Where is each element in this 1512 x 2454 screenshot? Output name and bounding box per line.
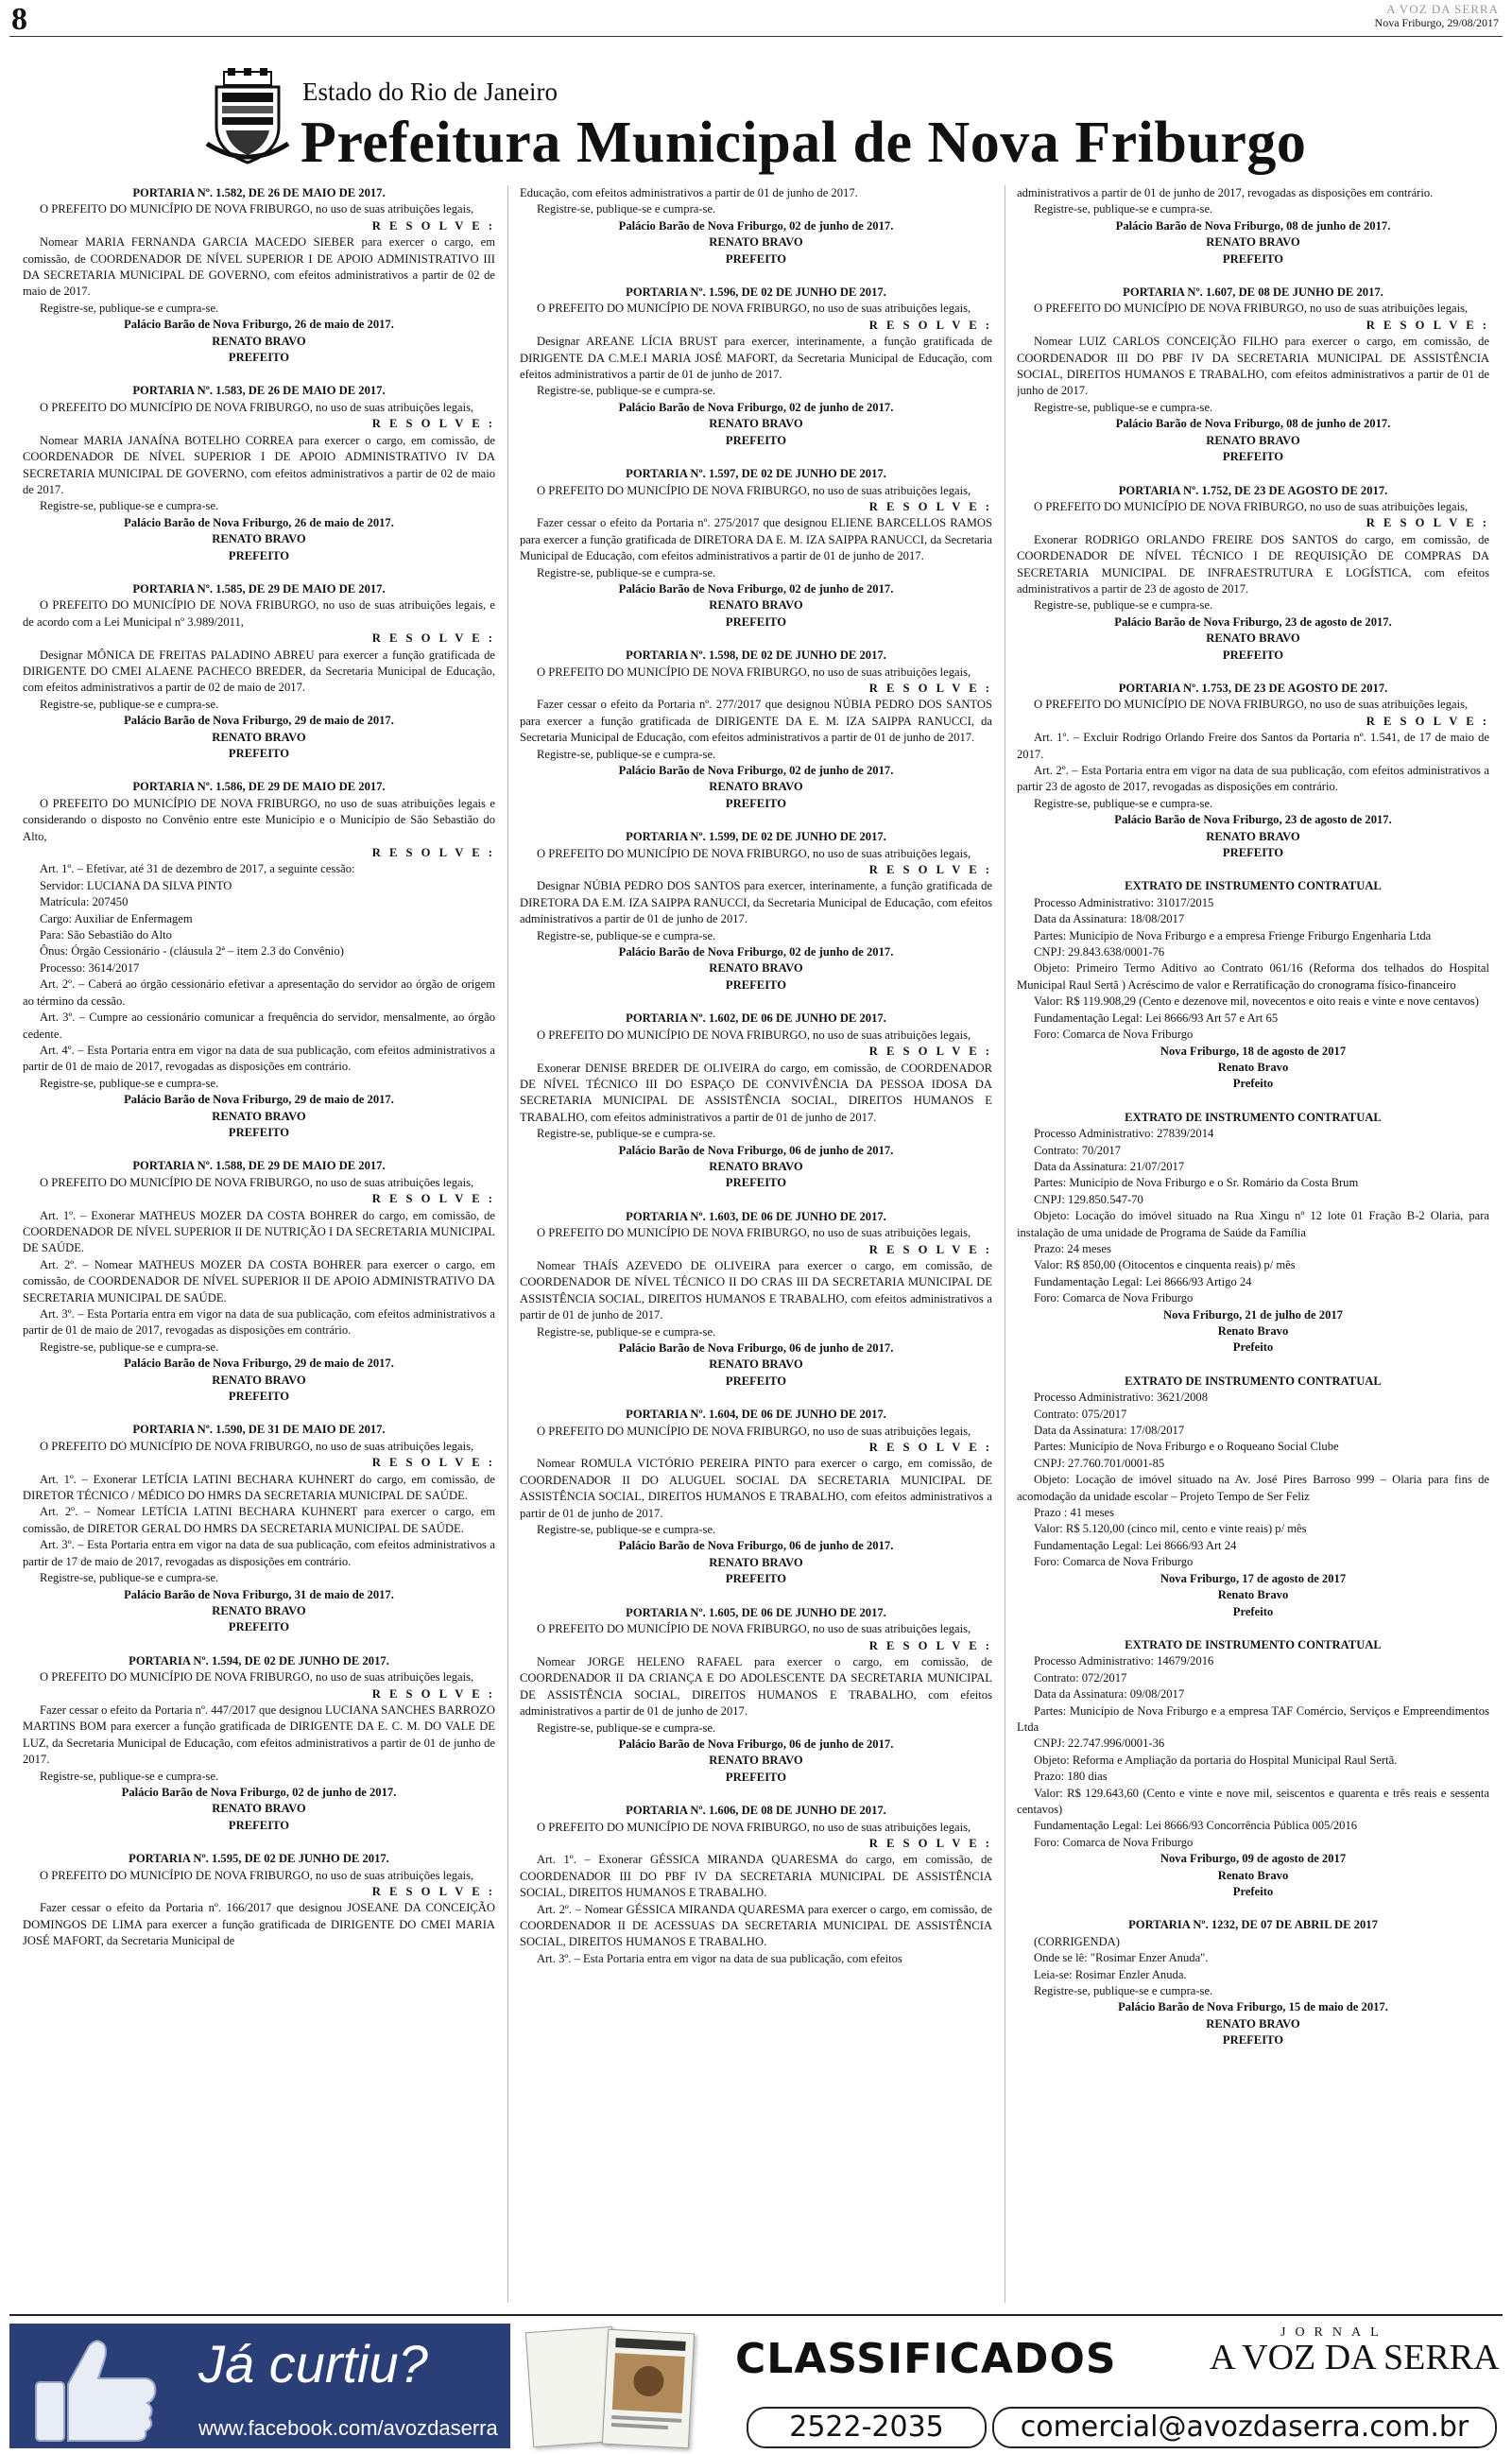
paragraph: Valor: R$ 5.120,00 (cinco mil, cento e vinte reais) p/ mês [1034, 1522, 1307, 1536]
signature-line: RENATO BRAVO [212, 730, 306, 744]
signature-line: PREFEITO [228, 1390, 290, 1404]
paragraph: O PREFEITO DO MUNICÍPIO DE NOVA FRIBURGO, no uso de suas atribuições legais, [40, 1439, 474, 1453]
paragraph: Processo Administrativo: 31017/2015 [1034, 895, 1214, 909]
spacer [1017, 1357, 1489, 1374]
paragraph: O PREFEITO DO MUNICÍPIO DE NOVA FRIBURGO, no uso de suas atribuições legais, [537, 1028, 971, 1042]
resolve-label: R E S O L V E : [868, 318, 992, 332]
resolve-label: R E S O L V E : [868, 1045, 992, 1059]
paragraph: O PREFEITO DO MUNICÍPIO DE NOVA FRIBURGO, no uso de suas atribuições legais, [1034, 499, 1469, 513]
paragraph: Data da Assinatura: 09/08/2017 [1034, 1687, 1185, 1702]
facebook-link[interactable]: www.facebook.com/avozdaserra [198, 2416, 498, 2440]
signature-line: Palácio Barão de Nova Friburgo, 15 de maio de 2017. [1118, 2000, 1388, 2014]
portaria-heading: PORTARIA Nº. 1.605, DE 06 DE JUNHO DE 2017. [626, 1605, 886, 1619]
paragraph: Registre-se, publique-se e cumpra-se. [40, 1076, 219, 1090]
paragraph: Data da Assinatura: 18/08/2017 [1034, 912, 1185, 926]
resolve-label: R E S O L V E : [868, 1242, 992, 1256]
signature-line: Nova Friburgo, 17 de agosto de 2017 [1160, 1571, 1347, 1585]
newspaper-thumbnails [520, 2325, 709, 2446]
paragraph: CNPJ: 29.843.638/0001-76 [1034, 945, 1165, 959]
resolve-label: R E S O L V E : [371, 417, 495, 431]
paragraph: Objeto: Primeiro Termo Aditivo ao Contrato 061/16 (Reforma dos telhados do Hospital Municipal Raul Sertã ) Acréscimo de valor e Rerratificação do cronograma físico-financeiro [1017, 961, 1489, 992]
paragraph: Partes: Município de Nova Friburgo e a empresa Frienge Friburgo Engenharia Ltda [1034, 928, 1432, 942]
resolve-label: R E S O L V E : [1366, 318, 1489, 332]
state-name: Estado do Rio de Janeiro [302, 78, 558, 106]
paragraph: Contrato: 70/2017 [1034, 1143, 1121, 1157]
spacer [23, 1141, 495, 1158]
resolve-label: R E S O L V E : [371, 631, 495, 646]
paragraph: Processo Administrativo: 3621/2008 [1034, 1391, 1209, 1405]
signature-line: RENATO BRAVO [709, 1754, 803, 1768]
list-line: Ônus: Órgão Cessionário - (cláusula 2ª – item 2.3 do Convênio) [40, 944, 344, 959]
portaria-heading: PORTARIA Nº. 1.606, DE 08 DE JUNHO DE 2017. [626, 1804, 886, 1818]
paragraph: O PREFEITO DO MUNICÍPIO DE NOVA FRIBURGO, no uso de suas atribuições legais, [537, 1226, 971, 1240]
paragraph: Registre-se, publique-se e cumpra-se. [537, 928, 716, 942]
column-3 [1017, 185, 1489, 2303]
resolve-label: R E S O L V E : [371, 1885, 495, 1898]
signature-line: PREFEITO [1222, 450, 1284, 464]
resolve-label: R E S O L V E : [868, 681, 992, 695]
signature-line: Renato Bravo [1217, 1324, 1289, 1338]
portaria-heading: EXTRATO DE INSTRUMENTO CONTRATUAL [1125, 1110, 1382, 1124]
paragraph: O PREFEITO DO MUNICÍPIO DE NOVA FRIBURGO, no uso de suas atribuições legais e considerando o disposto no Convênio entre este Município e o Município de São Sebastião do Alto, [23, 796, 495, 843]
footer-rule [9, 2314, 1503, 2316]
paragraph: Registre-se, publique-se e cumpra-se. [40, 499, 219, 513]
signature-line: RENATO BRAVO [1206, 2016, 1300, 2031]
portaria-heading: PORTARIA Nº. 1.602, DE 06 DE JUNHO DE 2017. [626, 1011, 886, 1026]
jornal-label: JORNAL [1280, 2325, 1388, 2340]
paragraph: O PREFEITO DO MUNICÍPIO DE NOVA FRIBURGO, no uso de suas atribuições legais, [40, 400, 474, 414]
signature-line: Palácio Barão de Nova Friburgo, 23 de agosto de 2017. [1114, 813, 1392, 827]
spacer [23, 564, 495, 581]
paragraph: (CORRIGENDA) [1034, 1934, 1120, 1948]
signature-line: Palácio Barão de Nova Friburgo, 02 de junho de 2017. [618, 764, 894, 777]
paragraph: Registre-se, publique-se e cumpra-se. [537, 747, 716, 761]
paragraph: Art. 1º. – Exonerar MATHEUS MOZER DA COSTA BOHRER do cargo, em comissão, de COORDENADOR DE NÍVEL SUPERIOR II DE NUTRIÇÃO I DA SECRETARIA MUNICIPAL DE SAÚDE. [23, 1208, 495, 1255]
signature-line: Palácio Barão de Nova Friburgo, 02 de junho de 2017. [618, 218, 894, 233]
signature-line: PREFEITO [725, 433, 787, 447]
paragraph: Art. 1º. – Exonerar LETÍCIA LATINI BECHARA KUHNERT do cargo, em comissão, de DIRETOR TÉCNICO / MÉDICO DO HMRS DA SECRETARIA MUNICIPAL DE SAÚDE. [23, 1472, 495, 1503]
paragraph: Foro: Comarca de Nova Friburgo [1034, 1555, 1194, 1569]
paragraph: Art. 1º. – Exonerar GÉSSICA MIRANDA QUARESMA do cargo, em comissão, de COORDENADOR III DO PBF IV DA SECRETARIA MUNICIPAL DE ASSISTÊNCIA SOCIAL, DIREITOS HUMANOS E TRABALHO. [520, 1853, 992, 1900]
resolve-label: R E S O L V E : [371, 846, 495, 860]
paragraph: O PREFEITO DO MUNICÍPIO DE NOVA FRIBURGO, no uso de suas atribuições legais, [40, 202, 474, 216]
portaria-heading: PORTARIA Nº. 1.588, DE 29 DE MAIO DE 2017. [132, 1159, 386, 1173]
paragraph: CNPJ: 129.850.547-70 [1034, 1192, 1143, 1206]
paragraph: CNPJ: 22.747.996/0001-36 [1034, 1737, 1165, 1751]
signature-line: PREFEITO [1222, 648, 1284, 662]
spacer [520, 449, 992, 466]
paragraph: O PREFEITO DO MUNICÍPIO DE NOVA FRIBURGO, no uso de suas atribuições legais, [537, 483, 971, 497]
paragraph: Registre-se, publique-se e cumpra-se. [537, 1127, 716, 1141]
paragraph: Contrato: 072/2017 [1034, 1670, 1127, 1685]
resolve-label: R E S O L V E : [1366, 516, 1489, 530]
paragraph: Partes: Município de Nova Friburgo e a empresa TAF Comércio, Serviços e Empreendimentos Ltda [1017, 1703, 1489, 1734]
signature-line: Prefeito [1232, 1340, 1274, 1355]
portaria-heading: PORTARIA Nº. 1.586, DE 29 DE MAIO DE 2017. [132, 780, 386, 794]
resolve-label: R E S O L V E : [371, 1686, 495, 1701]
signature-line: RENATO BRAVO [1206, 631, 1300, 646]
list-line: Para: São Sebastião do Alto [40, 928, 172, 942]
resolve-label: R E S O L V E : [868, 863, 992, 877]
paragraph: Registre-se, publique-se e cumpra-se. [537, 1324, 716, 1339]
paragraph: Onde se lê: "Rosimar Enzer Anuda". [1034, 1951, 1209, 1965]
signature-line: PREFEITO [1222, 846, 1284, 860]
page-header [0, 0, 1512, 38]
paragraph: Fundamentação Legal: Lei 8666/93 Art 57 e Art 65 [1034, 1011, 1279, 1025]
paragraph: Foro: Comarca de Nova Friburgo [1034, 1835, 1194, 1849]
spacer [520, 1192, 992, 1209]
spacer [520, 1786, 992, 1803]
classifieds-ad[interactable] [9, 2324, 1503, 2448]
paragraph: O PREFEITO DO MUNICÍPIO DE NOVA FRIBURGO, no uso de suas atribuições legais, [40, 1175, 474, 1189]
portaria-heading: PORTARIA Nº. 1.590, DE 31 DE MAIO DE 2017. [132, 1423, 386, 1437]
signature-line: Palácio Barão de Nova Friburgo, 02 de junho de 2017. [618, 400, 894, 414]
signature-line: Palácio Barão de Nova Friburgo, 06 de junho de 2017. [618, 1341, 894, 1355]
paragraph: O PREFEITO DO MUNICÍPIO DE NOVA FRIBURGO, no uso de suas atribuições legais, e de acordo com a Lei Municipal nº 3.989/2011, [23, 598, 495, 629]
signature-line: RENATO BRAVO [212, 1603, 306, 1617]
signature-line: Palácio Barão de Nova Friburgo, 26 de maio de 2017. [124, 515, 394, 529]
paragraph: O PREFEITO DO MUNICÍPIO DE NOVA FRIBURGO, no uso de suas atribuições legais, [537, 1622, 971, 1636]
spacer [520, 268, 992, 285]
paragraph: Fundamentação Legal: Lei 8666/93 Artigo 24 [1034, 1274, 1252, 1288]
signature-line: Palácio Barão de Nova Friburgo, 06 de junho de 2017. [618, 1539, 894, 1553]
signature-line: RENATO BRAVO [212, 532, 306, 546]
paragraph: CNPJ: 27.760.701/0001-85 [1034, 1456, 1165, 1470]
signature-line: Palácio Barão de Nova Friburgo, 02 de junho de 2017. [618, 945, 894, 959]
resolve-label: R E S O L V E : [371, 218, 495, 233]
paragraph: Registre-se, publique-se e cumpra-se. [537, 384, 716, 398]
paragraph: Registre-se, publique-se e cumpra-se. [40, 301, 219, 315]
signature-line: Palácio Barão de Nova Friburgo, 08 de junho de 2017. [1115, 417, 1391, 431]
signature-line: PREFEITO [725, 977, 787, 992]
list-line: Servidor: LUCIANA DA SILVA PINTO [40, 878, 232, 892]
signature-line: RENATO BRAVO [212, 334, 306, 348]
signature-line: Nova Friburgo, 09 de agosto de 2017 [1160, 1852, 1347, 1866]
spacer [23, 366, 495, 383]
paragraph: Nomear MARIA JANAÍNA BOTELHO CORREA para exercer o cargo, em comissão, de COORDENADOR DE NÍVEL SUPERIOR I DE APOIO ADMINISTRATIVO IV DA SECRETARIA MUNICIPAL DE GOVERNO, com efeitos administrativos a partir de 02 de maio de 2017. [23, 433, 495, 496]
paragraph: Nomear THAÍS AZEVEDO DE OLIVEIRA para exercer o cargo, em comissão, de COORDENADOR DE NÍVEL TÉCNICO II DO CRAS III DA SECRETARIA MUNICIPAL DE ASSISTÊNCIA SOCIAL, DIREITOS HUMANOS E TRABALHO, com efeitos administrativos a partir de 01 de junho de 2017. [520, 1258, 992, 1322]
paragraph: Contrato: 075/2017 [1034, 1407, 1127, 1421]
portaria-heading: PORTARIA Nº. 1.585, DE 29 DE MAIO DE 2017. [132, 581, 386, 596]
resolve-label: R E S O L V E : [371, 1192, 495, 1206]
portaria-heading: PORTARIA Nº. 1.598, DE 02 DE JUNHO DE 2017. [626, 648, 886, 663]
portaria-heading: EXTRATO DE INSTRUMENTO CONTRATUAL [1125, 1637, 1382, 1651]
masthead [208, 68, 1342, 181]
signature-line: PREFEITO [725, 1176, 787, 1190]
paragraph: O PREFEITO DO MUNICÍPIO DE NOVA FRIBURGO, no uso de suas atribuições legais, [537, 302, 971, 316]
signature-line: RENATO BRAVO [1206, 235, 1300, 250]
paragraph: Objeto: Reforma e Ampliação da portaria do Hospital Municipal Raul Sertã. [1034, 1753, 1398, 1767]
signature-line: PREFEITO [228, 747, 290, 760]
paragraph: O PREFEITO DO MUNICÍPIO DE NOVA FRIBURGO, no uso de suas atribuições legais, [40, 1670, 474, 1685]
paragraph: Registre-se, publique-se e cumpra-se. [1034, 796, 1213, 810]
page-number: 8 [11, 2, 27, 37]
paragraph: Valor: R$ 119.908,29 (Cento e dezenove mil, novecentos e oito reais e vinte e nove centavos) [1034, 994, 1479, 1009]
spacer [1017, 1900, 1489, 1917]
signature-line: PREFEITO [1222, 251, 1284, 266]
signature-line: PREFEITO [725, 614, 787, 629]
paragraph: Nomear JORGE HELENO RAFAEL para exercer o cargo, em comissão, de COORDENADOR II DA CRIANÇA E DO ADOLESCENTE DA SECRETARIA MUNICIPAL DE ASSISTÊNCIA SOCIAL, DIREITOS HUMANOS E TRABALHO, com efeitos administrativos a partir de 01 de junho de 2017. [520, 1654, 992, 1719]
paragraph: Objeto: Locação do imóvel situado na Rua Xingu nº 12 lote 01 Fração B-2 Olaria, para instalação de uma unidade de Programa de Saúde da Família [1017, 1209, 1489, 1239]
signature-line: RENATO BRAVO [709, 235, 803, 250]
signature-line: Palácio Barão de Nova Friburgo, 29 de maio de 2017. [124, 714, 394, 728]
signature-line: PREFEITO [228, 548, 290, 562]
portaria-heading: PORTARIA Nº. 1.596, DE 02 DE JUNHO DE 2017. [626, 285, 886, 300]
paragraph: Art. 2º. – Nomear GÉSSICA MIRANDA QUARESMA para exercer o cargo, em comissão, de COORDENADOR II DE ACESSUAS DA SECRETARIA MUNICIPAL DE ASSISTÊNCIA SOCIAL, DIREITOS HUMANOS E TRABALHO. [520, 1902, 992, 1949]
signature-line: RENATO BRAVO [709, 598, 803, 613]
spacer [23, 1405, 495, 1422]
list-line: Processo: 3614/2017 [40, 960, 140, 975]
paragraph: administrativos a partir de 01 de junho de 2017, revogadas as disposições em contrário. [1017, 186, 1434, 199]
signature-line: PREFEITO [725, 1374, 787, 1388]
paragraph: Art. 1º. – Excluir Rodrigo Orlando Freire dos Santos da Portaria nº. 1.541, de 17 de maio de 2017. [1017, 731, 1489, 761]
signature-line: RENATO BRAVO [709, 1555, 803, 1569]
resolve-label: R E S O L V E : [868, 1638, 992, 1652]
signature-line: RENATO BRAVO [709, 1357, 803, 1372]
paragraph: Nomear ROMULA VICTÓRIO PEREIRA PINTO para exercer o cargo, em comissão, de COORDENADOR II DO ALUGUEL SOCIAL DA SECRETARIA MUNICIPAL DE ASSISTÊNCIA SOCIAL, DIREITOS HUMANOS E TRABALHO, com efeitos administrativos a partir de 01 de junho de 2017. [520, 1457, 992, 1520]
signature-line: PREFEITO [725, 251, 787, 266]
paragraph: Registre-se, publique-se e cumpra-se. [1034, 1984, 1213, 1998]
paragraph: Art. 2º. – Caberá ao órgão cessionário efetivar a apresentação do servidor ao órgão de origem ao término da cessão. [23, 977, 495, 1008]
paragraph: Prazo: 180 dias [1034, 1770, 1108, 1784]
paragraph: Art. 3º. – Esta Portaria entra em vigor na data de sua publicação, com efeitos [537, 1951, 902, 1965]
signature-line: Prefeito [1232, 1604, 1274, 1618]
portaria-heading: PORTARIA Nº. 1.753, DE 23 DE AGOSTO DE 2017. [1118, 681, 1388, 695]
spacer [520, 1588, 992, 1605]
signature-line: PREFEITO [725, 796, 787, 810]
paragraph: Registre-se, publique-se e cumpra-se. [537, 1523, 716, 1537]
edition-date: Nova Friburgo, 29/08/2017 [1374, 16, 1499, 29]
paragraph: Processo Administrativo: 27839/2014 [1034, 1127, 1214, 1141]
signature-line: Palácio Barão de Nova Friburgo, 31 de maio de 2017. [124, 1587, 394, 1601]
paragraph: Nomear MARIA FERNANDA GARCIA MACEDO SIEBER para exercer o cargo, em comissão, de COORDENADOR DE NÍVEL SUPERIOR I DE APOIO ADMINISTRATIVO III DA SECRETARIA MUNICIPAL DE GOVERNO, com efeitos administrativos a partir de 02 de maio de 2017. [23, 235, 495, 299]
paragraph: Data da Assinatura: 17/08/2017 [1034, 1424, 1185, 1438]
portaria-heading: EXTRATO DE INSTRUMENTO CONTRATUAL [1125, 1374, 1382, 1388]
signature-line: PREFEITO [228, 1620, 290, 1634]
paragraph: Foro: Comarca de Nova Friburgo [1034, 1028, 1194, 1042]
signature-line: RENATO BRAVO [709, 961, 803, 976]
resolve-label: R E S O L V E : [868, 1836, 992, 1850]
signature-line: Nova Friburgo, 21 de julho de 2017 [1163, 1307, 1343, 1322]
paragraph: Nomear LUIZ CARLOS CONCEIÇÃO FILHO para exercer o cargo, em comissão, de COORDENADOR III DO PBF IV DA SECRETARIA MUNICIPAL DE ASSISTÊNCIA SOCIAL, DIREITOS HUMANOS E TRABALHO, com efeitos administrativos a partir de 01 de junho de 2017. [1017, 335, 1489, 398]
column-2 [520, 185, 992, 2303]
signature-line: PREFEITO [228, 1818, 290, 1832]
paragraph: Art. 3º. – Esta Portaria entra em vigor na data de sua publicação, com efeitos administrativos a partir de 17 de maio de 2017, revogadas as disposições em contrário. [23, 1538, 495, 1568]
paragraph: Art. 2º. – Esta Portaria entra em vigor na data de sua publicação, com efeitos administrativos a partir 23 de agosto de 2017, revogadas as disposições em contrário. [1017, 764, 1489, 794]
paragraph: O PREFEITO DO MUNICÍPIO DE NOVA FRIBURGO, no uso de suas atribuições legais, [537, 846, 971, 860]
spacer [1017, 1620, 1489, 1637]
spacer [1017, 664, 1489, 681]
thumbs-up-icon [30, 2333, 163, 2445]
signature-line: Prefeito [1232, 1077, 1274, 1091]
paragraph: Educação, com efeitos administrativos a partir de 01 de junho de 2017. [520, 186, 858, 199]
email-link[interactable]: comercial@avozdaserra.com.br [992, 2407, 1497, 2448]
header-rule [9, 36, 1503, 37]
paragraph: Fazer cessar o efeito da Portaria nº. 277/2017 que designou NÚBIA PEDRO DOS SANTOS para exercer a função gratificada de DIRIGENTE DA E. M. IZA SAIPPA RANUCCI, da Secretaria Municipal de Educação, com efeitos administrativos a partir de 01 de junho de 2017. [520, 698, 992, 745]
paragraph: O PREFEITO DO MUNICÍPIO DE NOVA FRIBURGO, no uso de suas atribuições legais, [537, 1820, 971, 1834]
resolve-label: R E S O L V E : [1366, 714, 1489, 728]
paragraph: Registre-se, publique-se e cumpra-se. [1034, 400, 1213, 414]
like-question: Já curtiu? [198, 2334, 428, 2394]
paragraph: Leia-se: Rosimar Enzler Anuda. [1034, 1967, 1187, 1981]
portaria-heading: PORTARIA Nº. 1232, DE 07 DE ABRIL DE 2017 [1128, 1918, 1378, 1932]
paragraph: Fundamentação Legal: Lei 8666/93 Concorrência Pública 005/2016 [1034, 1819, 1358, 1833]
spacer [520, 812, 992, 829]
spacer [520, 994, 992, 1011]
signature-line: PREFEITO [1222, 2033, 1284, 2048]
portaria-heading: PORTARIA Nº. 1.595, DE 02 DE JUNHO DE 2017. [129, 1852, 389, 1866]
paragraph: Registre-se, publique-se e cumpra-se. [537, 1720, 716, 1735]
paragraph: Registre-se, publique-se e cumpra-se. [1034, 202, 1213, 216]
paragraph: Fazer cessar o efeito da Portaria nº. 275/2017 que designou ELIENE BARCELLOS RAMOS para exercer a função gratificada de DIRETORA DA E. M. IZA SAIPPA RANUCCI, da Secretaria Municipal de Educação, com efeitos administrativos a partir de 01 de junho de 2017. [520, 516, 992, 563]
paragraph: O PREFEITO DO MUNICÍPIO DE NOVA FRIBURGO, no uso de suas atribuições legais, [537, 665, 971, 679]
signature-line: Palácio Barão de Nova Friburgo, 06 de junho de 2017. [618, 1737, 894, 1751]
resolve-label: R E S O L V E : [868, 499, 992, 513]
page-title: Prefeitura Municipal de Nova Friburgo [301, 111, 1307, 175]
portaria-heading: PORTARIA Nº. 1.582, DE 26 DE MAIO DE 2017. [132, 186, 386, 199]
paragraph: O PREFEITO DO MUNICÍPIO DE NOVA FRIBURGO, no uso de suas atribuições legais, [1034, 302, 1469, 316]
paragraph: Fazer cessar o efeito da Portaria nº. 166/2017 que designou JOSEANE DA CONCEIÇÃO DOMINGOS DE LIMA para exercer a função gratificada de DIRIGENTE DO CMEI MARIA JOSÉ MAFORT, da Secretaria Municipal de [23, 1901, 495, 1948]
signature-line: Nova Friburgo, 18 de agosto de 2017 [1160, 1044, 1347, 1058]
signature-line: Palácio Barão de Nova Friburgo, 29 de maio de 2017. [124, 1357, 394, 1371]
portaria-heading: PORTARIA Nº. 1.597, DE 02 DE JUNHO DE 2017. [626, 467, 886, 481]
signature-line: RENATO BRAVO [709, 1159, 803, 1173]
spacer [1017, 466, 1489, 483]
paragraph: Data da Assinatura: 21/07/2017 [1034, 1159, 1185, 1173]
paragraph: Valor: R$ 850,00 (Oitocentos e cinquenta reais) p/ mês [1034, 1258, 1296, 1272]
newspaper-name: A VOZ DA SERRA [1386, 2, 1499, 16]
signature-line: Prefeito [1232, 1885, 1274, 1898]
paragraph: Designar AREANE LÍCIA BRUST para exercer, interinamente, a função gratificada de DIRIGENTE DA C.M.E.I MARIA JOSÉ MAFORT, da Secretaria Municipal de Educação, com efeitos administrativos a partir de 01 de junho de 2017. [520, 335, 992, 382]
paragraph: Registre-se, publique-se e cumpra-se. [40, 1571, 219, 1585]
signature-line: RENATO BRAVO [1206, 829, 1300, 843]
signature-line: Renato Bravo [1217, 1868, 1289, 1882]
paragraph: Foro: Comarca de Nova Friburgo [1034, 1291, 1194, 1305]
signature-line: Renato Bravo [1217, 1588, 1289, 1602]
resolve-label: R E S O L V E : [868, 1441, 992, 1455]
brand-logo: A VOZ DA SERRA [1210, 2338, 1500, 2377]
paragraph: Registre-se, publique-se e cumpra-se. [40, 697, 219, 711]
paragraph: Valor: R$ 129.643,60 (Cento e vinte e nove mil, seiscentos e quarenta e três reais e sessenta centavos) [1017, 1786, 1489, 1816]
classifieds-title: CLASSIFICADOS [735, 2335, 1117, 2383]
column-divider [507, 185, 508, 2303]
signature-line: RENATO BRAVO [212, 1373, 306, 1387]
portaria-heading: PORTARIA Nº. 1.583, DE 26 DE MAIO DE 2017. [132, 384, 386, 398]
spacer [23, 762, 495, 779]
portaria-heading: PORTARIA Nº. 1.604, DE 06 DE JUNHO DE 2017. [626, 1408, 886, 1422]
signature-line: Palácio Barão de Nova Friburgo, 26 de maio de 2017. [124, 318, 394, 332]
signature-line: RENATO BRAVO [709, 780, 803, 794]
paragraph: Partes: Município de Nova Friburgo e o Sr. Romário da Costa Brum [1034, 1176, 1359, 1190]
facebook-banner[interactable] [9, 2324, 510, 2448]
paragraph: Designar NÚBIA PEDRO DOS SANTOS para exercer, interinamente, a função gratificada de DIRETORA DA E.M. IZA SAIPPA RANUCCI, da Secretaria Municipal de Educação, com efeitos administrativos a partir de 01 de junho de 2017. [520, 879, 992, 926]
signature-line: PREFEITO [725, 1770, 787, 1784]
signature-line: Palácio Barão de Nova Friburgo, 02 de junho de 2017. [618, 581, 894, 596]
signature-line: PREFEITO [228, 1125, 290, 1139]
paragraph: Art. 2º. – Nomear MATHEUS MOZER DA COSTA BOHRER para exercer o cargo, em comissão, de COORDENADOR DE NÍVEL SUPERIOR II DE APOIO ADMINISTRATIVO DA SECRETARIA MUNICIPAL DE SAÚDE. [23, 1257, 495, 1305]
paragraph: Registre-se, publique-se e cumpra-se. [537, 202, 716, 216]
signature-line: Palácio Barão de Nova Friburgo, 02 de junho de 2017. [121, 1785, 397, 1799]
phone-number[interactable]: 2522-2035 [747, 2407, 987, 2448]
spacer [1017, 861, 1489, 878]
paragraph: O PREFEITO DO MUNICÍPIO DE NOVA FRIBURGO, no uso de suas atribuições legais, [537, 1424, 971, 1438]
paragraph: Registre-se, publique-se e cumpra-se. [40, 1339, 219, 1354]
resolve-label: R E S O L V E : [371, 1456, 495, 1470]
column-1 [23, 185, 495, 2303]
newspaper-thumbnail [602, 2329, 695, 2449]
paragraph: Art. 3º. – Esta Portaria entra em vigor na data de sua publicação, com efeitos administrativos a partir de 01 de maio de 2017, revogadas as disposições em contrário. [23, 1307, 495, 1338]
signature-line: RENATO BRAVO [212, 1802, 306, 1816]
signature-line: Palácio Barão de Nova Friburgo, 29 de maio de 2017. [124, 1093, 394, 1107]
signature-line: Palácio Barão de Nova Friburgo, 08 de junho de 2017. [1115, 218, 1391, 233]
signature-line: Palácio Barão de Nova Friburgo, 23 de agosto de 2017. [1114, 614, 1392, 629]
paragraph: O PREFEITO DO MUNICÍPIO DE NOVA FRIBURGO, no uso de suas atribuições legais, [40, 1868, 474, 1882]
paragraph: Partes: Município de Nova Friburgo e o Roqueano Social Clube [1034, 1440, 1339, 1454]
paragraph: Fazer cessar o efeito da Portaria nº. 447/2017 que designou LUCIANA SANCHES BARROZO MARTINS BOM para exercer a função gratificada de DIRIGENTE DA E. C. M. DO VALE DE LUZ, da Secretaria Municipal de Educação, com efeitos administrativos a partir de 01 de junho de 2017. [23, 1702, 495, 1767]
paragraph: Registre-se, publique-se e cumpra-se. [1034, 598, 1213, 613]
portaria-heading: EXTRATO DE INSTRUMENTO CONTRATUAL [1125, 879, 1382, 893]
portaria-heading: PORTARIA Nº. 1.607, DE 08 DE JUNHO DE 2017. [1123, 285, 1383, 300]
paragraph: Art. 3º. – Cumpre ao cessionário comunicar a frequência do servidor, mensalmente, ao órgão cedente. [23, 1011, 495, 1041]
spacer [520, 631, 992, 648]
paragraph: Art. 4º. – Esta Portaria entra em vigor na data de sua publicação, com efeitos administrativos a partir de 01 de maio de 2017, revogadas as disposições em contrário. [23, 1043, 495, 1074]
newspaper-photo-icon [603, 2330, 694, 2448]
paragraph: Registre-se, publique-se e cumpra-se. [40, 1769, 219, 1783]
paragraph: Art. 2º. – Nomear LETÍCIA LATINI BECHARA KUHNERT para exercer o cargo, em comissão, de DIRETOR GERAL DO HMRS DA SECRETARIA MUNICIPAL DE SAÚDE. [23, 1505, 495, 1535]
spacer [1017, 268, 1489, 285]
portaria-heading: PORTARIA Nº. 1.752, DE 23 DE AGOSTO DE 2017. [1118, 483, 1388, 497]
portaria-heading: PORTARIA Nº. 1.599, DE 02 DE JUNHO DE 2017. [626, 830, 886, 844]
paragraph: Prazo: 24 meses [1034, 1241, 1111, 1255]
paragraph: Prazo : 41 meses [1034, 1506, 1114, 1520]
signature-line: RENATO BRAVO [1206, 433, 1300, 447]
paragraph: Exonerar DENISE BREDER DE OLIVEIRA do cargo, em comissão, de COORDENADOR DE NÍVEL TÉCNICO III DO ESPAÇO DE CONVIVÊNCIA DA PESSOA IDOSA DA SECRETARIA MUNICIPAL DE ASSISTÊNCIA SOCIAL, DIREITOS HUMANOS E TRABALHO, com efeitos administrativos a partir de 01 de junho de 2017. [520, 1061, 992, 1124]
paragraph: Objeto: Locação de imóvel situado na Av. José Pires Barroso 999 – Olaria para fins de acomodação da unidade escolar – Projeto Tempo de Ser Feliz [1017, 1473, 1489, 1503]
paragraph: Processo Administrativo: 14679/2016 [1034, 1654, 1214, 1668]
spacer [1017, 1093, 1489, 1110]
paragraph: Registre-se, publique-se e cumpra-se. [537, 565, 716, 579]
portaria-heading: PORTARIA Nº. 1.594, DE 02 DE JUNHO DE 2017. [129, 1653, 389, 1668]
coat-of-arms-icon [203, 68, 293, 167]
signature-line: RENATO BRAVO [212, 1109, 306, 1123]
signature-line: PREFEITO [228, 351, 290, 365]
signature-line: Palácio Barão de Nova Friburgo, 06 de junho de 2017. [618, 1143, 894, 1157]
portaria-heading: PORTARIA Nº. 1.603, DE 06 DE JUNHO DE 2017. [626, 1209, 886, 1223]
paragraph: Exonerar RODRIGO ORLANDO FREIRE DOS SANTOS do cargo, em comissão, de COORDENADOR DE NÍVEL TÉCNICO I DE REQUISIÇÃO DE COMPRAS DA SECRETARIA MUNICIPAL DE INFRAESTRUTURA E LOGÍSTICA, com efeitos administrativos a partir de 23 de agosto de 2017. [1017, 532, 1489, 596]
paragraph: Fundamentação Legal: Lei 8666/93 Art 24 [1034, 1538, 1237, 1552]
paragraph: O PREFEITO DO MUNICÍPIO DE NOVA FRIBURGO, no uso de suas atribuições legais, [1034, 698, 1469, 712]
paragraph: Art. 1º. – Efetivar, até 31 de dezembro de 2017, a seguinte cessão: [40, 862, 355, 876]
signature-line: Renato Bravo [1217, 1060, 1289, 1074]
list-line: Matrícula: 207450 [40, 895, 129, 909]
spacer [520, 1390, 992, 1407]
spacer [23, 1834, 495, 1851]
signature-line: PREFEITO [725, 1572, 787, 1586]
columns [23, 185, 1489, 2303]
paragraph: Designar MÔNICA DE FREITAS PALADINO ABREU para exercer a função gratificada de DIRIGENTE DO CMEI ALAENE PACHECO BREDER, da Secretaria Municipal de Educação, com efeitos administrativos a partir de 02 de maio de 2017. [23, 648, 495, 695]
spacer [23, 1636, 495, 1653]
signature-line: RENATO BRAVO [709, 417, 803, 431]
list-line: Cargo: Auxiliar de Enfermagem [40, 911, 193, 925]
